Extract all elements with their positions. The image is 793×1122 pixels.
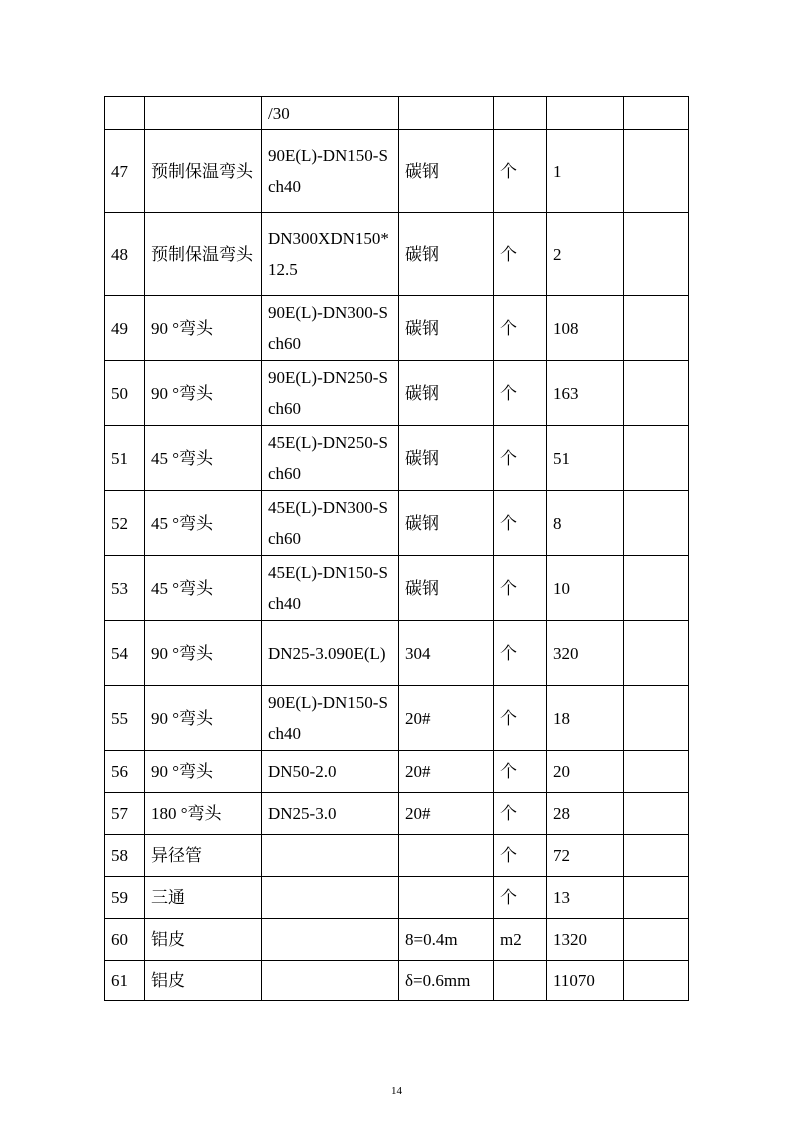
cell-unit: 个 [494, 426, 547, 491]
cell-remark [624, 130, 689, 213]
table-row [105, 877, 689, 919]
cell-material: 碳钢 [399, 296, 494, 361]
cell-name: 预制保温弯头 [145, 213, 262, 296]
cell-spec: 90E(L)-DN150-Sch40 [262, 686, 399, 751]
table-row [105, 751, 689, 793]
cell-no [105, 97, 145, 130]
cell-name: 铝皮 [145, 919, 262, 961]
cell-remark [624, 556, 689, 621]
cell-remark [624, 835, 689, 877]
cell-unit: 个 [494, 296, 547, 361]
table-row [105, 793, 689, 835]
cell-material: 304 [399, 621, 494, 686]
cell-unit: 个 [494, 877, 547, 919]
cell-material: 20# [399, 751, 494, 793]
cell-no: 57 [105, 793, 145, 835]
cell-qty: 320 [547, 621, 624, 686]
table-body [105, 97, 689, 1001]
table-row [105, 213, 689, 296]
cell-qty: 28 [547, 793, 624, 835]
cell-qty [547, 97, 624, 130]
cell-no: 51 [105, 426, 145, 491]
cell-no: 54 [105, 621, 145, 686]
cell-name: 90 °弯头 [145, 686, 262, 751]
table-row [105, 361, 689, 426]
cell-spec: DN50-2.0 [262, 751, 399, 793]
cell-no: 52 [105, 491, 145, 556]
cell-no: 49 [105, 296, 145, 361]
cell-no: 59 [105, 877, 145, 919]
cell-unit: 个 [494, 556, 547, 621]
table-row [105, 961, 689, 1001]
cell-name: 45 °弯头 [145, 556, 262, 621]
cell-qty: 72 [547, 835, 624, 877]
cell-name: 90 °弯头 [145, 361, 262, 426]
cell-spec [262, 877, 399, 919]
cell-spec: 45E(L)-DN300-Sch60 [262, 491, 399, 556]
cell-spec [262, 835, 399, 877]
cell-remark [624, 426, 689, 491]
cell-remark [624, 621, 689, 686]
cell-qty: 2 [547, 213, 624, 296]
cell-remark [624, 961, 689, 1001]
table-row [105, 296, 689, 361]
cell-unit: 个 [494, 751, 547, 793]
cell-name: 90 °弯头 [145, 751, 262, 793]
cell-name [145, 97, 262, 130]
cell-qty: 108 [547, 296, 624, 361]
cell-qty: 1320 [547, 919, 624, 961]
cell-no: 55 [105, 686, 145, 751]
cell-unit [494, 97, 547, 130]
cell-no: 53 [105, 556, 145, 621]
cell-spec: DN25-3.0 [262, 793, 399, 835]
cell-remark [624, 793, 689, 835]
cell-material: 碳钢 [399, 213, 494, 296]
cell-material: 碳钢 [399, 556, 494, 621]
cell-no: 47 [105, 130, 145, 213]
cell-remark [624, 361, 689, 426]
cell-unit: m2 [494, 919, 547, 961]
cell-no: 50 [105, 361, 145, 426]
page-number: 14 [391, 1085, 402, 1097]
table-row [105, 621, 689, 686]
cell-no: 56 [105, 751, 145, 793]
cell-unit: 个 [494, 621, 547, 686]
cell-spec: 90E(L)-DN300-Sch60 [262, 296, 399, 361]
table-row [105, 97, 689, 130]
cell-unit: 个 [494, 213, 547, 296]
cell-unit: 个 [494, 130, 547, 213]
cell-material [399, 877, 494, 919]
cell-qty: 163 [547, 361, 624, 426]
cell-material [399, 97, 494, 130]
cell-remark [624, 296, 689, 361]
table-row [105, 130, 689, 213]
cell-material: δ=0.6mm [399, 961, 494, 1001]
cell-qty: 13 [547, 877, 624, 919]
cell-spec: 90E(L)-DN150-Sch40 [262, 130, 399, 213]
cell-name: 45 °弯头 [145, 426, 262, 491]
cell-material [399, 835, 494, 877]
table-row [105, 491, 689, 556]
cell-qty: 8 [547, 491, 624, 556]
table-row [105, 686, 689, 751]
cell-qty: 11070 [547, 961, 624, 1001]
cell-spec: DN25-3.090E(L) [262, 621, 399, 686]
cell-qty: 20 [547, 751, 624, 793]
cell-qty: 10 [547, 556, 624, 621]
cell-qty: 18 [547, 686, 624, 751]
cell-name: 180 °弯头 [145, 793, 262, 835]
cell-remark [624, 213, 689, 296]
cell-qty: 51 [547, 426, 624, 491]
cell-unit: 个 [494, 835, 547, 877]
cell-material: 20# [399, 686, 494, 751]
cell-spec: DN300XDN150*12.5 [262, 213, 399, 296]
table-row [105, 556, 689, 621]
cell-remark [624, 751, 689, 793]
cell-name: 45 °弯头 [145, 491, 262, 556]
cell-spec: 45E(L)-DN250-Sch60 [262, 426, 399, 491]
cell-remark [624, 877, 689, 919]
cell-name: 90 °弯头 [145, 296, 262, 361]
table-row [105, 835, 689, 877]
cell-name: 90 °弯头 [145, 621, 262, 686]
cell-no: 61 [105, 961, 145, 1001]
cell-unit: 个 [494, 686, 547, 751]
cell-material: 碳钢 [399, 426, 494, 491]
cell-name: 三通 [145, 877, 262, 919]
cell-spec [262, 961, 399, 1001]
cell-name: 预制保温弯头 [145, 130, 262, 213]
cell-unit: 个 [494, 361, 547, 426]
cell-remark [624, 686, 689, 751]
cell-remark [624, 97, 689, 130]
cell-remark [624, 491, 689, 556]
cell-unit [494, 961, 547, 1001]
cell-spec: 45E(L)-DN150-Sch40 [262, 556, 399, 621]
cell-no: 58 [105, 835, 145, 877]
table-row [105, 426, 689, 491]
cell-material: 20# [399, 793, 494, 835]
cell-material: 8=0.4m [399, 919, 494, 961]
cell-name: 异径管 [145, 835, 262, 877]
cell-spec [262, 919, 399, 961]
cell-spec: 90E(L)-DN250-Sch60 [262, 361, 399, 426]
cell-no: 48 [105, 213, 145, 296]
cell-no: 60 [105, 919, 145, 961]
cell-qty: 1 [547, 130, 624, 213]
cell-material: 碳钢 [399, 130, 494, 213]
table-row [105, 919, 689, 961]
cell-name: 铝皮 [145, 961, 262, 1001]
cell-remark [624, 919, 689, 961]
cell-material: 碳钢 [399, 491, 494, 556]
materials-table [104, 96, 689, 1001]
cell-spec: /30 [262, 97, 399, 130]
cell-material: 碳钢 [399, 361, 494, 426]
cell-unit: 个 [494, 793, 547, 835]
cell-unit: 个 [494, 491, 547, 556]
